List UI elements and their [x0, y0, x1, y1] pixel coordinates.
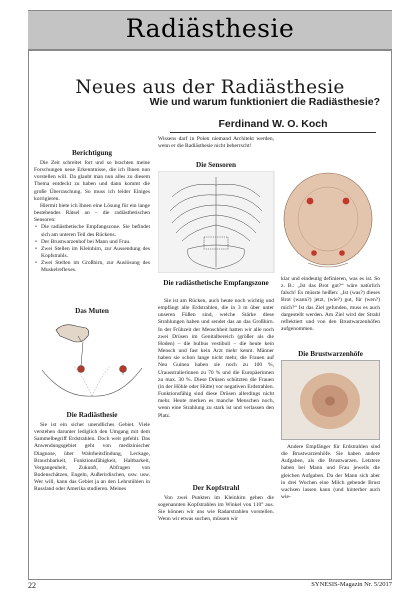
column-3-text-bottom	[281, 444, 380, 501]
intro-paragraph: Wissens darf in Polen niemand Architekt werden, wenn er die Radiästhesie nicht beherrscht!	[158, 136, 274, 150]
empfangszone-paragraph: Sie ist am Rücken, auch heute noch wichtig und empfängt alle Erdstrahlen, die in 3 m über unter unseren Füßen sind, welche Stärke diese Strahlungen haben und sendet das an das Großhirn. In der Frühzeit der Menschheit hatten wir alle noch zwei Drüsen im Genitalbereich (größer als die Hoden) – die bulbus vestibuli – die heute kein Mensch und fast kein Arzt mehr kennt. Männer haben sie schon lange nicht mehr, die Frauen auf Neu Guinea haben sie noch zu 100 %, Urausstralierinnen zu 70 % und die Europäerinnen zu max. 30 %. Diese Drüsen schützten die Frauen (in der Höhle oder Hütte) vor negativen Erdstrahlen. Funktionsfähig sind diese Drüsen allerdings nicht mehr. Heute merken es manche Menschen noch, wenn eine Strahlung zu stark ist und verlassen den Platz.	[158, 298, 274, 419]
pendulum-string	[81, 342, 83, 366]
magazine-credit: SYNESIS-Magazin Nr. 5/2017	[311, 581, 392, 588]
radiaesthesie-heading: Die Radiästhesie	[66, 411, 118, 419]
radiaesthesie-paragraph: Sie ist ein sicher unendliches Gebiet. Viele verstehen darunter lediglich den Umgang mit dem Sammelbegriff Erdstrahlen. Doch weit gefehlt. Das Anwendungsgebiet geht von medizinischer Diagnose, über Wahrheitsfindung, Leckage, Brauchbarkeit, Funktionsfähigkeit, Haltbarkeit, Vergangenheit, Zukunft, Abfragen von Bodenschätzen, Engeln, Außerirdischen, usw. usw. Wer will, kann das Gebiet ja an den Lehrstühlen in Russland oder Amerika studieren. Meines	[34, 422, 150, 493]
section-title: Radiästhesie	[125, 14, 295, 43]
column-1	[34, 135, 150, 275]
hand-shape	[56, 325, 89, 342]
pendulum-swing-arc	[42, 368, 142, 396]
sensor-list-item: • Zwei Stellen im Großhirn, zur Auslösung des Muskelreflexes.	[41, 260, 150, 274]
grosshirn-point-left	[307, 198, 314, 205]
sensoren-heading: Die Sensoren	[196, 161, 236, 169]
kopfstrahl-paragraph: Von zwei Punkten im Kleinhirn gehen die sogenannten Kopfstrahlen im Winkel von 110° aus. Sie können wir uns wie Radarstrahlen vorstellen. Wenn wir etwas suchen, müssen wir	[158, 495, 274, 523]
article-title: Neues aus der Radiästhesie	[75, 77, 345, 98]
sensors-drawing	[158, 171, 380, 273]
nipple	[325, 396, 335, 405]
article-author: Ferdinand W. O. Koch	[218, 118, 328, 130]
article-subtitle: Wie und warum funktioniert die Radiästhesie?	[149, 96, 380, 108]
berichtigung-paragraph-1: Die Zeit schreitet fort und so brachten meine Forschungen neue Erkenntnisse, die ich Ihnen nun vorstellen will. Da glaubt man nun alles zu diesem Thema entdeckt zu haben und dann kommt die große Überraschung. So muss ich leider Einiges korrigieren.	[34, 160, 150, 202]
brustwarzenhof-drawing	[282, 361, 379, 439]
brustwarzenhof-photo	[281, 360, 380, 440]
kleinhirn-point-left	[311, 250, 317, 256]
kleinhirn-point-right	[339, 250, 345, 256]
grosshirn-point-right	[343, 198, 350, 205]
author-divider	[170, 132, 376, 133]
sensor-list-item: • Zwei Stellen im Kleinhirn, zur Aussendung des Kopfstrahls.	[41, 246, 150, 260]
berichtigung-paragraph-2: Hiermit biete ich Ihnen eine Lösung für ein lange bestehendes Rätsel an – die radiästhetischen Sensoren:	[34, 202, 150, 224]
section-header-band	[28, 10, 392, 50]
column-3-text-top	[281, 276, 380, 333]
berichtigung-heading: Berichtigung	[72, 149, 112, 157]
empfangszone-text	[158, 298, 274, 420]
pendulum-bob	[78, 366, 85, 373]
swing-trace-right	[92, 366, 110, 396]
kopfstrahl-text	[158, 495, 274, 524]
muten-heading: Das Muten	[75, 307, 109, 315]
sensor-list	[34, 224, 150, 274]
berichtigung-text	[34, 160, 150, 224]
col3-paragraph-2: Andere Empfänger für Erdstrahlen sind die Brustwarzenhöfe. Sie haben andere Aufgaben, als die Brustwarzen. Letztere haben bei Mann und Frau jeweils die gleichen Aufgaben. Da der Mann sich aber in drei Wochen eine Milch gebende Brust wachsen lassen kann (und hinterher auch wie-	[281, 444, 380, 501]
pendulum-bob-right	[120, 366, 127, 373]
kopfstrahl-heading: Der Kopfstrahl	[192, 484, 240, 492]
sensor-list-item: • Der Brustwarzenhof bei Mann und Frau.	[41, 239, 150, 246]
sensor-list-item: • Die radiästhetische Empfangszone. Sie befindet sich am unteren Teil des Rückens.	[41, 224, 150, 238]
brustwarzenhoefe-heading: Die Brustwarzenhöfe	[298, 350, 363, 358]
page-number: 22	[28, 581, 36, 590]
radiaesthesie-text	[34, 422, 150, 494]
column-2-intro	[158, 136, 274, 150]
sensors-illustration	[158, 171, 380, 273]
col3-paragraph-1: klar und eindeutig definieren, was es ist. So z. B.: „Ist das Brot gut?“ wäre natürlich falsch! Es müsste heißen: „Ist (was?) dieses Brot (wann?) jetzt, (wie?) gut, für (wen?) mich?“ Ist das Ziel gefunden, muss es auch dargestellt werden. Am Ziel wird der Strahl reflektiert und von den Brustwarzenhöfen aufgenommen.	[281, 276, 380, 333]
pendulum-drawing	[34, 318, 150, 402]
pendulum-illustration	[34, 318, 150, 402]
empfangszone-heading: Die radiästhetische Empfangszone	[163, 279, 269, 287]
